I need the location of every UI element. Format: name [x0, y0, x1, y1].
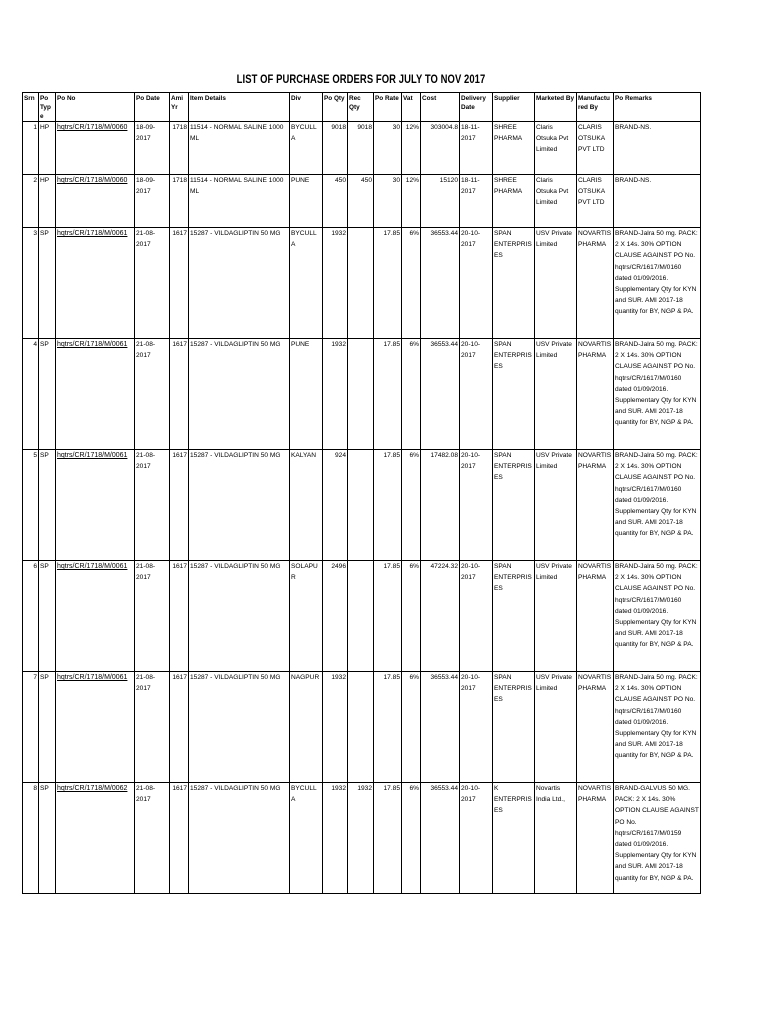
cell-rate: 17.85 [374, 783, 402, 894]
cell-marketed: USV Private Limited [535, 339, 577, 450]
cell-type: SP [39, 450, 56, 561]
cell-item: 11514 - NORMAL SALINE 1000 ML [189, 175, 290, 228]
column-header: Po Rate [374, 93, 402, 122]
cell-div: KALYAN [290, 450, 323, 561]
page-title: LIST OF PURCHASE ORDERS FOR JULY TO NOV 2017 [236, 74, 486, 86]
cell-supplier: SPAN ENTERPRISES [493, 450, 535, 561]
cell-vat: 6% [402, 339, 421, 450]
table-row [23, 561, 701, 672]
column-header: Supplier [493, 93, 535, 122]
cell-cost: 47224.32 [421, 561, 460, 672]
cell-srn: 5 [23, 450, 39, 561]
cell-delivery: 20-10-2017 [460, 339, 493, 450]
cell-manufactured: NOVARTIS PHARMA [577, 450, 614, 561]
cell-srn: 4 [23, 339, 39, 450]
cell-ami: 1617 [170, 672, 189, 783]
cell-vat: 12% [402, 175, 421, 228]
cell-div: BYCULLA [290, 122, 323, 175]
cell-cost: 36553.44 [421, 672, 460, 783]
cell-vat: 6% [402, 228, 421, 339]
cell-delivery: 20-10-2017 [460, 561, 493, 672]
cell-cost: 36553.44 [421, 783, 460, 894]
cell-poqty: 1932 [323, 228, 348, 339]
cell-manufactured: NOVARTIS PHARMA [577, 561, 614, 672]
column-header: Po Type [39, 93, 56, 122]
cell-recqty [348, 450, 374, 561]
column-header: Delivery Date [460, 93, 493, 122]
cell-marketed: Claris Otsuka Pvt Limited [535, 122, 577, 175]
cell-recqty [348, 672, 374, 783]
table-row [23, 450, 701, 561]
cell-ami: 1617 [170, 783, 189, 894]
cell-item: 11514 - NORMAL SALINE 1000 ML [189, 122, 290, 175]
cell-podate: 21-08-2017 [135, 339, 170, 450]
cell-remarks: BRAND-Jalra 50 mg. PACK: 2 X 14s. 30% OPTION CLAUSE AGAINST PO No. hqtrs/CR/1617/M/0160 dated 01/09/2016. Supplementary Qty for KYN and SUR. AMI 2017-18 quantity for BY, NGP & PA. [614, 672, 701, 783]
cell-pono[interactable]: hqtrs/CR/1718/M/0061 [56, 561, 135, 672]
column-header: Manufactured By [577, 93, 614, 122]
cell-recqty [348, 561, 374, 672]
table-row [23, 228, 701, 339]
column-header: Marketed By [535, 93, 577, 122]
cell-cost: 15120 [421, 175, 460, 228]
cell-pono[interactable]: hqtrs/CR/1718/M/0062 [56, 783, 135, 894]
cell-remarks: BRAND-NS. [614, 175, 701, 228]
cell-div: PUNE [290, 175, 323, 228]
cell-podate: 21-08-2017 [135, 672, 170, 783]
cell-recqty: 450 [348, 175, 374, 228]
cell-delivery: 20-10-2017 [460, 228, 493, 339]
column-header: Rec Qty [348, 93, 374, 122]
cell-type: HP [39, 175, 56, 228]
header-row [23, 93, 701, 122]
cell-rate: 17.85 [374, 339, 402, 450]
table-row [23, 783, 701, 894]
cell-cost: 303004.8 [421, 122, 460, 175]
cell-srn: 6 [23, 561, 39, 672]
cell-rate: 30 [374, 122, 402, 175]
cell-type: SP [39, 339, 56, 450]
cell-pono[interactable]: hqtrs/CR/1718/M/0061 [56, 228, 135, 339]
cell-supplier: SHREE PHARMA [493, 122, 535, 175]
table-row [23, 175, 701, 228]
column-header: Vat [402, 93, 421, 122]
cell-cost: 36553.44 [421, 228, 460, 339]
cell-rate: 17.85 [374, 450, 402, 561]
cell-pono[interactable]: hqtrs/CR/1718/M/0060 [56, 122, 135, 175]
column-header: Po No [56, 93, 135, 122]
cell-marketed: Novartis India Ltd., [535, 783, 577, 894]
cell-type: SP [39, 783, 56, 894]
cell-manufactured: NOVARTIS PHARMA [577, 783, 614, 894]
cell-pono[interactable]: hqtrs/CR/1718/M/0060 [56, 175, 135, 228]
column-header: Ami Yr [170, 93, 189, 122]
cell-podate: 18-09-2017 [135, 175, 170, 228]
cell-manufactured: NOVARTIS PHARMA [577, 339, 614, 450]
cell-marketed: USV Private Limited [535, 672, 577, 783]
cell-remarks: BRAND-NS. [614, 122, 701, 175]
cell-supplier: K ENTERPRISES [493, 783, 535, 894]
cell-item: 15287 - VILDAGLIPTIN 50 MG [189, 228, 290, 339]
cell-pono[interactable]: hqtrs/CR/1718/M/0061 [56, 672, 135, 783]
cell-remarks: BRAND-Jalra 50 mg. PACK: 2 X 14s. 30% OPTION CLAUSE AGAINST PO No. hqtrs/CR/1617/M/0160 dated 01/09/2016. Supplementary Qty for KYN and SUR. AMI 2017-18 quantity for BY, NGP & PA. [614, 339, 701, 450]
cell-type: HP [39, 122, 56, 175]
cell-supplier: SPAN ENTERPRISES [493, 561, 535, 672]
cell-ami: 1617 [170, 228, 189, 339]
cell-poqty: 1932 [323, 672, 348, 783]
cell-remarks: BRAND-GALVUS 50 MG. PACK: 2 X 14s. 30% OPTION CLAUSE AGAINST PO No. hqtrs/CR/1617/M/0159 dated 01/09/2016. Supplementary Qty for KYN and SUR. AMI 2017-18 quantity for BY, NGP & PA. [614, 783, 701, 894]
cell-srn: 2 [23, 175, 39, 228]
cell-recqty: 9018 [348, 122, 374, 175]
cell-poqty: 924 [323, 450, 348, 561]
cell-supplier: SPAN ENTERPRISES [493, 672, 535, 783]
cell-podate: 21-08-2017 [135, 228, 170, 339]
cell-manufactured: CLARIS OTSUKA PVT LTD [577, 175, 614, 228]
cell-manufactured: CLARIS OTSUKA PVT LTD [577, 122, 614, 175]
cell-srn: 1 [23, 122, 39, 175]
cell-item: 15287 - VILDAGLIPTIN 50 MG [189, 339, 290, 450]
cell-pono[interactable]: hqtrs/CR/1718/M/0061 [56, 450, 135, 561]
cell-delivery: 20-10-2017 [460, 450, 493, 561]
cell-div: BYCULLA [290, 783, 323, 894]
cell-podate: 21-08-2017 [135, 450, 170, 561]
cell-cost: 17482.08 [421, 450, 460, 561]
cell-div: PUNE [290, 339, 323, 450]
cell-cost: 36553.44 [421, 339, 460, 450]
column-header: Cost [421, 93, 460, 122]
cell-vat: 6% [402, 561, 421, 672]
cell-rate: 17.85 [374, 561, 402, 672]
cell-poqty: 1932 [323, 783, 348, 894]
cell-delivery: 20-10-2017 [460, 783, 493, 894]
cell-delivery: 20-10-2017 [460, 672, 493, 783]
table-row [23, 339, 701, 450]
cell-marketed: Claris Otsuka Pvt Limited [535, 175, 577, 228]
cell-item: 15287 - VILDAGLIPTIN 50 MG [189, 783, 290, 894]
cell-ami: 1718 [170, 175, 189, 228]
cell-podate: 21-08-2017 [135, 783, 170, 894]
purchase-orders-table [22, 92, 701, 894]
cell-marketed: USV Private Limited [535, 450, 577, 561]
cell-vat: 12% [402, 122, 421, 175]
cell-manufactured: NOVARTIS PHARMA [577, 672, 614, 783]
cell-podate: 18-09-2017 [135, 122, 170, 175]
cell-item: 15287 - VILDAGLIPTIN 50 MG [189, 672, 290, 783]
cell-pono[interactable]: hqtrs/CR/1718/M/0061 [56, 339, 135, 450]
cell-manufactured: NOVARTIS PHARMA [577, 228, 614, 339]
cell-remarks: BRAND-Jalra 50 mg. PACK: 2 X 14s. 30% OPTION CLAUSE AGAINST PO No. hqtrs/CR/1617/M/0160 dated 01/09/2016. Supplementary Qty for KYN and SUR. AMI 2017-18 quantity for BY, NGP & PA. [614, 561, 701, 672]
table-row [23, 122, 701, 175]
cell-podate: 21-08-2017 [135, 561, 170, 672]
cell-ami: 1617 [170, 561, 189, 672]
column-header: Srn [23, 93, 39, 122]
cell-srn: 3 [23, 228, 39, 339]
cell-type: SP [39, 228, 56, 339]
cell-type: SP [39, 672, 56, 783]
cell-remarks: BRAND-Jalra 50 mg. PACK: 2 X 14s. 30% OPTION CLAUSE AGAINST PO No. hqtrs/CR/1617/M/0160 dated 01/09/2016. Supplementary Qty for KYN and SUR. AMI 2017-18 quantity for BY, NGP & PA. [614, 450, 701, 561]
cell-recqty [348, 228, 374, 339]
cell-ami: 1718 [170, 122, 189, 175]
table-row [23, 672, 701, 783]
cell-item: 15287 - VILDAGLIPTIN 50 MG [189, 561, 290, 672]
cell-recqty [348, 339, 374, 450]
cell-supplier: SPAN ENTERPRISES [493, 228, 535, 339]
cell-ami: 1617 [170, 339, 189, 450]
cell-div: BYCULLA [290, 228, 323, 339]
cell-poqty: 2496 [323, 561, 348, 672]
cell-vat: 6% [402, 783, 421, 894]
cell-srn: 8 [23, 783, 39, 894]
cell-recqty: 1932 [348, 783, 374, 894]
cell-poqty: 450 [323, 175, 348, 228]
cell-item: 15287 - VILDAGLIPTIN 50 MG [189, 450, 290, 561]
cell-div: NAGPUR [290, 672, 323, 783]
column-header: Po Qty [323, 93, 348, 122]
cell-marketed: USV Private Limited [535, 228, 577, 339]
cell-rate: 17.85 [374, 228, 402, 339]
column-header: Po Date [135, 93, 170, 122]
cell-poqty: 1932 [323, 339, 348, 450]
cell-srn: 7 [23, 672, 39, 783]
cell-rate: 17.85 [374, 672, 402, 783]
cell-delivery: 18-11-2017 [460, 122, 493, 175]
cell-supplier: SHREE PHARMA [493, 175, 535, 228]
cell-remarks: BRAND-Jalra 50 mg. PACK: 2 X 14s. 30% OPTION CLAUSE AGAINST PO No. hqtrs/CR/1617/M/0160 dated 01/09/2016. Supplementary Qty for KYN and SUR. AMI 2017-18 quantity for BY, NGP & PA. [614, 228, 701, 339]
cell-div: SOLAPUR [290, 561, 323, 672]
column-header: Item Details [189, 93, 290, 122]
cell-vat: 6% [402, 672, 421, 783]
cell-marketed: USV Private Limited [535, 561, 577, 672]
column-header: Po Remarks [614, 93, 701, 122]
cell-poqty: 9018 [323, 122, 348, 175]
cell-delivery: 18-11-2017 [460, 175, 493, 228]
column-header: Div [290, 93, 323, 122]
cell-supplier: SPAN ENTERPRISES [493, 339, 535, 450]
cell-type: SP [39, 561, 56, 672]
cell-vat: 6% [402, 450, 421, 561]
cell-ami: 1617 [170, 450, 189, 561]
cell-rate: 30 [374, 175, 402, 228]
